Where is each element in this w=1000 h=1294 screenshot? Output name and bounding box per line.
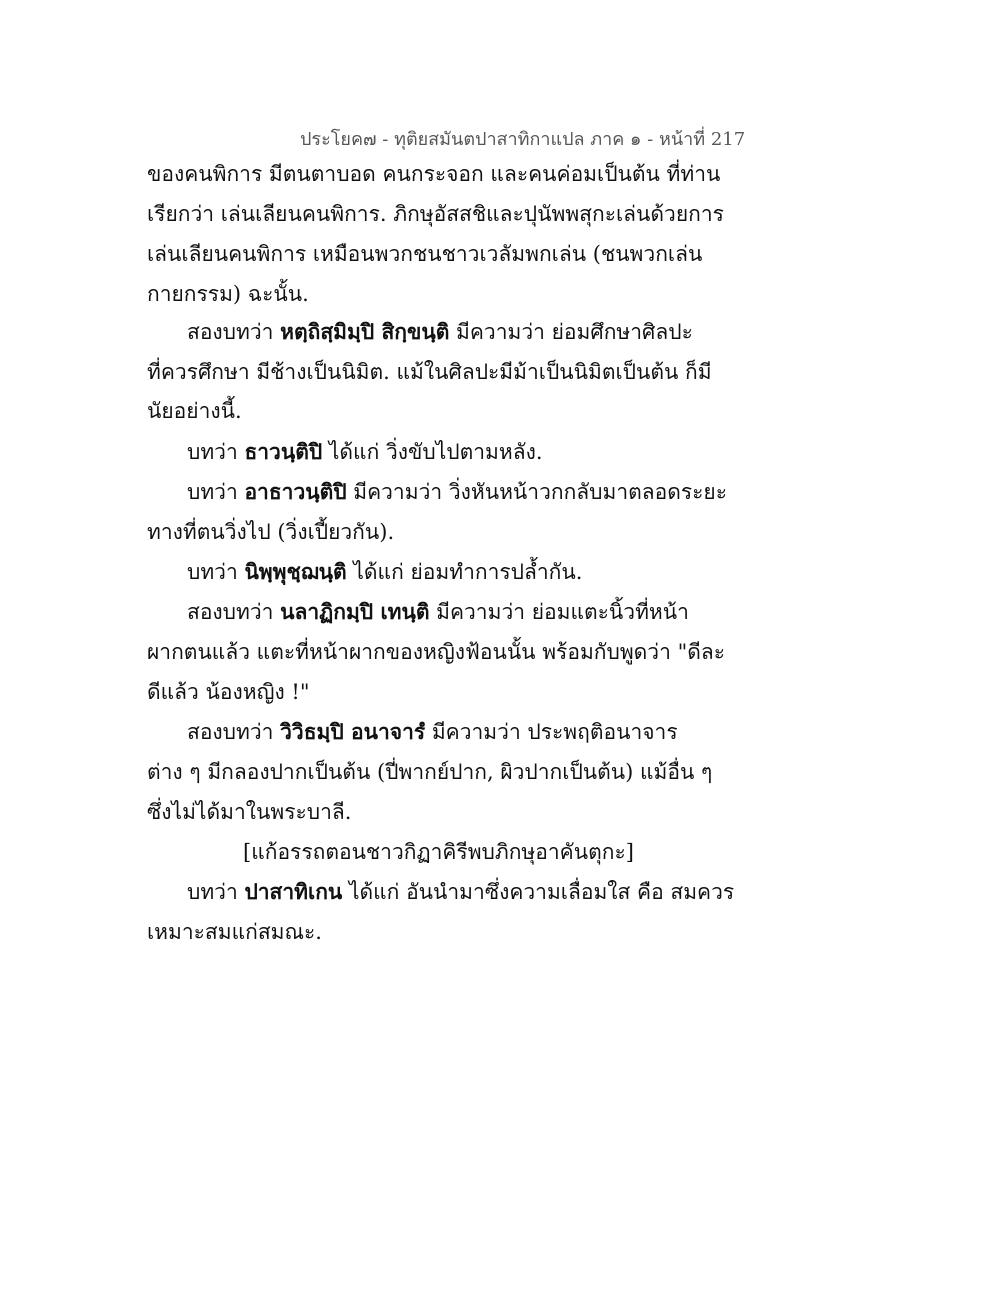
text-line: บทว่า ธาวนฺติปิ ได้แก่ วิ่งขับไปตามหลัง. xyxy=(187,439,543,464)
pali-term: ปาสาทิเกน xyxy=(244,879,343,904)
text-line: เล่นเลียนคนพิการ เหมือนพวกชนชาวเวลัมพกเล่น (ชนพวกเล่น xyxy=(147,242,703,266)
text-line: ผากตนแล้ว แตะที่หน้าผากของหญิงฟ้อนนั้น พร้อมกับพูดว่า "ดีละ xyxy=(147,640,726,664)
text-line: เรียกว่า เล่นเลียนคนพิการ. ภิกษุอัสสชิและปุนัพพสุกะเล่นด้วยการ xyxy=(147,202,724,226)
page-header: ประโยค๗ - ทุติยสมันตปาสาทิกาแปล ภาค ๑ - หน้าที่ 217 xyxy=(300,129,746,150)
text-line: บทว่า ปาสาทิเกน ได้แก่ อันนำมาซึ่งความเลื่อมใส คือ สมควร xyxy=(187,879,735,904)
text-line: ของคนพิการ มีตนตาบอด คนกระจอก และคนค่อมเป็นต้น ที่ท่าน xyxy=(147,162,721,186)
pali-term: นลาฏิกมฺปิ เทนฺติ xyxy=(280,599,430,624)
pali-term: หตฺถิสฺมิมฺปิ สิกฺขนฺติ xyxy=(280,319,450,344)
text-line: สองบทว่า วิวิธมฺปิ อนาจารํ มีความว่า ประพฤติอนาจาร xyxy=(187,719,678,744)
text-line: ทางที่ตนวิ่งไป (วิ่งเปี้ยวกัน). xyxy=(147,520,395,544)
text-line: ต่าง ๆ มีกลองปากเป็นต้น (ปี่พากย์ปาก, ผิวปากเป็นต้น) แม้อื่น ๆ xyxy=(147,760,713,784)
pali-term: นิพฺพุชฺฌนฺติ xyxy=(244,559,347,584)
pali-term: ธาวนฺติปิ xyxy=(244,439,323,464)
text-line: ซึ่งไม่ได้มาในพระบาลี. xyxy=(147,800,352,824)
text-line: เหมาะสมแก่สมณะ. xyxy=(147,920,322,944)
text-line: ที่ควรศึกษา มีช้างเป็นนิมิต. แม้ในศิลปะมีม้าเป็นนิมิตเป็นต้น ก็มี xyxy=(147,360,712,384)
text-line: บทว่า นิพฺพุชฺฌนฺติ ได้แก่ ย่อมทำการปล้ำกัน. xyxy=(187,559,583,584)
pali-term: วิวิธมฺปิ อนาจารํ xyxy=(280,719,426,744)
text-line: นัยอย่างนี้. xyxy=(147,399,242,423)
section-heading: [แก้อรรถตอนชาวกิฏาคิรีพบภิกษุอาคันตุกะ] xyxy=(243,840,634,864)
text-line: สองบทว่า หตฺถิสฺมิมฺปิ สิกฺขนฺติ มีความว่า ย่อมศึกษาศิลปะ xyxy=(187,319,693,344)
text-line: ดีแล้ว น้องหญิง !" xyxy=(147,680,310,704)
pali-term: อาธาวนฺติปิ xyxy=(244,479,347,504)
text-line: บทว่า อาธาวนฺติปิ มีความว่า วิ่งหันหน้าวกกลับมาตลอดระยะ xyxy=(187,479,728,504)
text-line: สองบทว่า นลาฏิกมฺปิ เทนฺติ มีความว่า ย่อมแตะนิ้วที่หน้า xyxy=(187,599,689,624)
text-line: กายกรรม) ฉะนั้น. xyxy=(147,282,309,306)
